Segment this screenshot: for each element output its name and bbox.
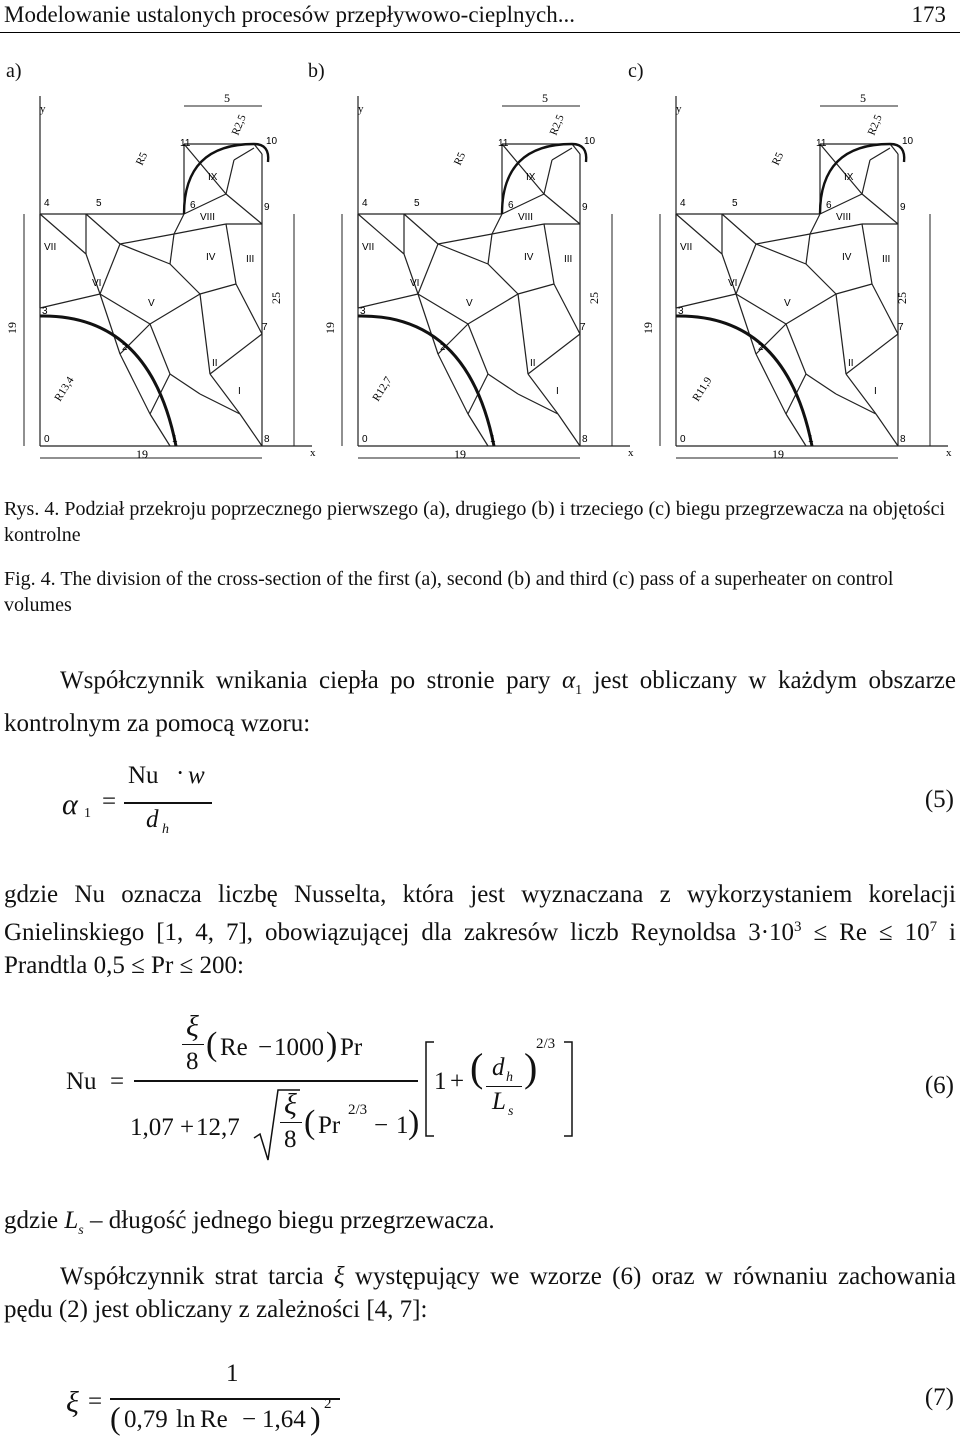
mesh-edge (120, 354, 150, 414)
zone-label: II (530, 358, 536, 369)
zone-label: VII (680, 242, 693, 253)
zone-label: II (848, 358, 854, 369)
dim-height: 25 (269, 292, 283, 304)
mesh-edge (174, 224, 226, 234)
mesh-edge (502, 144, 544, 194)
mesh-edge (846, 374, 876, 414)
zone-label: III (246, 254, 255, 265)
dim-left: 19 (323, 322, 337, 334)
mesh-edge (836, 394, 876, 414)
eq6-den-lparen: ( (304, 1104, 316, 1141)
cross-section-drawing-a (0, 84, 320, 464)
node-label: 2 (122, 342, 128, 353)
page-number: 173 (911, 2, 946, 27)
mesh-lines (24, 96, 312, 458)
eq6-lhs: Nu (66, 1068, 97, 1095)
mesh-edge (170, 374, 200, 394)
eq6-plus: + (180, 1114, 195, 1141)
dim-corner: R2,5 (865, 113, 885, 138)
eq6-den-pr: Pr (318, 1112, 341, 1139)
mesh-edge (438, 244, 488, 264)
paragraph-2 (4, 878, 956, 982)
eq6-den-minus: − (374, 1112, 389, 1139)
mesh-edge (468, 324, 488, 374)
eq6-L: L (492, 1088, 506, 1115)
dim-left: 19 (641, 322, 655, 334)
node-label: 7 (898, 322, 904, 333)
node-label: 6 (826, 200, 832, 211)
eq6-sqrt-bar (280, 1122, 302, 1123)
zone-label: V (466, 298, 473, 309)
axis-label-x: x (628, 447, 634, 459)
mesh-edge (676, 294, 736, 308)
zone-label: VIII (836, 212, 852, 223)
mesh-edge (554, 284, 580, 334)
mesh-edge (810, 214, 820, 234)
mesh-edge (544, 160, 552, 194)
zone-label: III (564, 254, 573, 265)
zone-label: IV (206, 252, 216, 263)
paragraph-4 (4, 1260, 956, 1326)
eq5-lhs: α (62, 788, 78, 821)
node-label: 3 (360, 306, 366, 317)
zone-label: IX (208, 172, 218, 183)
zone-label: I (556, 386, 559, 397)
mesh-edge (862, 160, 870, 194)
mesh-edge (786, 294, 836, 324)
cross-section-drawing-b (318, 84, 638, 464)
mesh-edge (836, 294, 846, 374)
eq7-number: (7) (924, 1384, 954, 1411)
zone-label: VII (44, 242, 57, 253)
node-label: 11 (180, 138, 191, 149)
mesh-edge (468, 294, 518, 324)
tube-wall-arc (358, 316, 494, 446)
eq6-127: 12,7 (196, 1114, 240, 1141)
mesh-edge (200, 294, 210, 374)
mesh-edge (806, 374, 836, 394)
p2-exp-2: 7 (929, 919, 938, 935)
mesh-edge (418, 294, 468, 324)
eq7-equals: = (88, 1388, 103, 1415)
eq6-rparen: ) (326, 1026, 338, 1063)
node-label: 5 (414, 198, 420, 209)
panel-label-a: a) (6, 60, 22, 82)
running-header-title: Modelowanie ustalonych procesów przepływowo-cieplnych... (4, 2, 576, 27)
eq6-1000: 1000 (274, 1034, 324, 1061)
dim-corner: R2,5 (547, 113, 567, 138)
eq7-exp: 2 (324, 1396, 332, 1412)
zone-label: IV (524, 252, 534, 263)
node-label: 7 (580, 322, 586, 333)
panel-label-b: b) (308, 60, 325, 82)
equation-6 (66, 1010, 606, 1170)
node-label: 4 (362, 198, 368, 209)
mesh-edge (736, 244, 756, 294)
mesh-edge (756, 234, 810, 244)
eq6-main-bar (134, 1080, 418, 1082)
mesh-edge (518, 294, 528, 374)
node-label: 10 (902, 136, 914, 147)
node-label: 9 (582, 202, 588, 213)
mesh-edge (438, 234, 492, 244)
mesh-edge (846, 334, 898, 374)
eq6-107: 1,07 (130, 1114, 174, 1141)
p3-text-b: – długość jednego biegu przegrzewacza. (83, 1207, 495, 1234)
zone-label: V (784, 298, 791, 309)
node-label: 3 (42, 306, 48, 317)
node-label: 11 (498, 138, 509, 149)
figure-panel-a (0, 84, 320, 464)
cross-section-drawing-c (636, 84, 956, 464)
node-label: 8 (264, 434, 270, 445)
mesh-edge (786, 324, 806, 374)
mesh-edge (756, 354, 786, 414)
zone-label: IX (526, 172, 536, 183)
p3-text-a: gdzie (4, 1207, 65, 1234)
mesh-edge (358, 294, 418, 308)
mesh-edge (120, 244, 170, 264)
eq6-h: h (506, 1070, 513, 1085)
node-label: 0 (680, 434, 686, 445)
p4-symbol: ξ (333, 1263, 345, 1290)
node-label: 7 (262, 322, 268, 333)
paragraph-3 (4, 1204, 956, 1247)
mesh-edge (468, 414, 488, 446)
figure-panel-b (318, 84, 638, 464)
zone-label: III (882, 254, 891, 265)
eq7-fraction-bar (110, 1398, 340, 1400)
dim-height: 25 (895, 292, 909, 304)
zone-label: VIII (200, 212, 216, 223)
mesh-edge (226, 194, 262, 224)
node-label: 1 (172, 434, 178, 445)
mesh-edge (810, 224, 862, 234)
mesh-edge (438, 354, 468, 414)
mesh-edge (150, 414, 170, 446)
mesh-edge (174, 214, 184, 234)
node-label: 9 (264, 202, 270, 213)
p2-exp-1: 3 (794, 919, 802, 935)
p4-text-b: występujący we wzorze (6) oraz w równaniu zachowania pędu (2) jest obliczany z zależności [4, 7]: (4, 1263, 956, 1323)
eq6-den-1: 1 (396, 1112, 409, 1139)
p1-symbol: α (562, 667, 576, 694)
radius-label: R12,7 (370, 374, 395, 404)
axis-label-y: y (358, 103, 364, 115)
dim-top: 5 (224, 91, 230, 105)
mesh-edge (528, 374, 558, 414)
eq7-lhs: ξ (66, 1386, 79, 1419)
node-label: 1 (808, 434, 814, 445)
zone-label: VI (410, 278, 420, 289)
node-label: 1 (490, 434, 496, 445)
dim-bottom: 19 (454, 447, 466, 461)
mesh-edge (492, 214, 502, 234)
axis-label-x: x (946, 447, 952, 459)
mesh-edge (150, 324, 170, 374)
equation-7: ξ = 1 ( 0,79 ln Re − 1,64 ) 2 (66, 1360, 366, 1440)
eq6-equals: = (110, 1068, 125, 1095)
mesh-edge (418, 244, 438, 294)
mesh-edge (226, 160, 234, 194)
mesh-edge (862, 194, 898, 224)
eq5-fraction-bar (124, 802, 212, 804)
mesh-edge (240, 414, 262, 446)
mesh-edge (100, 244, 120, 294)
mesh-edge (234, 148, 254, 160)
eq6-re: Re (220, 1034, 248, 1061)
caption-pl: Rys. 4. Podział przekroju poprzecznego pierwszego (a), drugiego (b) i trzeciego (c) biegu przegrzewacza na objętości kontrolne (4, 498, 946, 546)
eq6-minus: − (258, 1034, 273, 1061)
eq6-num-xi: ξ (186, 1010, 199, 1043)
eq7-079: 0,79 (124, 1406, 168, 1433)
mesh-edge (210, 374, 240, 414)
mesh-lines (660, 96, 948, 458)
mesh-edge (544, 224, 554, 284)
mesh-edge (756, 244, 806, 264)
mesh-edge (100, 294, 150, 324)
eq7-re: Re (200, 1406, 228, 1433)
eq6-frac-exp: 2/3 (536, 1036, 556, 1052)
p1-subscript: 1 (575, 683, 583, 698)
dim-bottom: 19 (772, 447, 784, 461)
eq5-den-sub: h (162, 822, 169, 837)
node-label: 5 (96, 198, 102, 209)
mesh-edge (528, 334, 580, 374)
eq6-d: d (492, 1054, 505, 1081)
mesh-edge (518, 284, 554, 294)
dim-height: 25 (587, 292, 601, 304)
figure-panel-c (636, 84, 956, 464)
mesh-edge (820, 144, 862, 194)
dim-bottom: 19 (136, 447, 148, 461)
eq5-num-nu: Nu (128, 762, 159, 789)
node-label: 10 (584, 136, 596, 147)
eq6-s: s (508, 1104, 514, 1119)
mesh-edge (150, 294, 200, 324)
eq5-dot: · (176, 760, 185, 787)
eq6-den-rparen: ) (408, 1104, 420, 1141)
mesh-edge (862, 224, 872, 284)
p3-symbol: L (64, 1207, 79, 1234)
node-label: 2 (440, 342, 446, 353)
radius-label: R11,9 (690, 375, 715, 404)
node-label: 4 (44, 198, 50, 209)
dim-top: 5 (542, 91, 548, 105)
p4-text-a: Współczynnik strat tarcia (60, 1263, 334, 1290)
node-label: 11 (816, 138, 827, 149)
eq7-ln: ln (176, 1406, 196, 1433)
dim-corner: R2,5 (229, 113, 249, 138)
eq6-pr: Pr (340, 1034, 363, 1061)
eq5-lhs-sub: 1 (84, 806, 91, 821)
node-label: 6 (508, 200, 514, 211)
eq6-xi8-bar (182, 1044, 204, 1045)
dim-corner-left: R5 (451, 150, 469, 168)
eq6-number: (6) (924, 1072, 954, 1099)
mesh-edge (120, 234, 174, 244)
zone-label: V (148, 298, 155, 309)
node-label: 10 (266, 136, 278, 147)
eq7-164: 1,64 (262, 1406, 306, 1433)
eq5-num-w: w (188, 762, 205, 789)
p3-subscript: s (78, 1223, 84, 1238)
eq6-den-exp: 2/3 (348, 1102, 368, 1118)
mesh-edge (518, 394, 558, 414)
eq5-equals: = (102, 788, 117, 815)
panel-label-c: c) (628, 60, 644, 82)
mesh-edge (786, 414, 806, 446)
radius-label: R13,4 (52, 374, 77, 404)
node-label: 4 (680, 198, 686, 209)
equation-5 (62, 762, 262, 852)
mesh-edge (872, 284, 898, 334)
zone-label: VI (92, 278, 102, 289)
node-label: 0 (362, 434, 368, 445)
dim-corner-left: R5 (133, 150, 151, 168)
mesh-edge (200, 284, 236, 294)
mesh-edge (100, 294, 120, 354)
p2-text-b: ≤ Re ≤ 10 (801, 919, 930, 946)
mesh-edge (184, 144, 226, 194)
mesh-edge (40, 294, 100, 308)
p1-text-a: Współczynnik wnikania ciepła po stronie pary (60, 667, 562, 694)
node-label: 5 (732, 198, 738, 209)
mesh-edge (170, 234, 174, 264)
mesh-edge (736, 294, 756, 354)
dim-top: 5 (860, 91, 866, 105)
mesh-edge (404, 214, 438, 244)
node-label: 8 (582, 434, 588, 445)
mesh-edge (488, 234, 492, 264)
dim-left: 19 (5, 322, 19, 334)
zone-label: II (212, 358, 218, 369)
p1-text-b: jest obliczany w każdym obszarze kontrolnym za pomocą wzoru: (4, 667, 956, 737)
p2-text-c: i Prandtla 0,5 ≤ Pr ≤ 200: (4, 919, 956, 979)
mesh-edge (806, 234, 810, 264)
eq6-one: 1 (434, 1068, 447, 1095)
zone-label: IV (842, 252, 852, 263)
mesh-edge (558, 414, 580, 446)
mesh-edge (226, 224, 236, 284)
node-label: 9 (900, 202, 906, 213)
axis-label-y: y (40, 103, 46, 115)
node-label: 2 (758, 342, 764, 353)
paragraph-1 (4, 664, 956, 740)
node-label: 6 (190, 200, 196, 211)
axis-label-y: y (676, 103, 682, 115)
mesh-edge (86, 214, 120, 244)
zone-label: VII (362, 242, 375, 253)
mesh-edge (836, 284, 872, 294)
zone-label: VIII (518, 212, 534, 223)
zone-label: I (238, 386, 241, 397)
tube-wall-arc (40, 316, 176, 446)
eq6-frac-lparen: ( (470, 1045, 484, 1090)
mesh-edge (488, 374, 518, 394)
mesh-edge (544, 194, 580, 224)
eq7-num: 1 (226, 1360, 239, 1387)
tube-wall-arc (676, 316, 812, 446)
eq6-plus-2: + (450, 1068, 465, 1095)
caption-en: Fig. 4. The division of the cross-section of the first (a), second (b) and third (c) pass of a superheater on control volumes (4, 568, 894, 616)
mesh-edge (170, 264, 200, 294)
zone-label: VI (728, 278, 738, 289)
mesh-edge (492, 224, 544, 234)
node-label: 3 (678, 306, 684, 317)
eq5-number: (5) (924, 786, 954, 813)
mesh-edge (210, 334, 262, 374)
mesh-edge (418, 294, 438, 354)
mesh-edge (488, 264, 518, 294)
eq6-frac-rparen: ) (524, 1045, 538, 1090)
eq6-den-xi: ξ (284, 1088, 297, 1121)
p2-text-a: gdzie Nu oznacza liczbę Nusselta, która jest wyznaczana z wykorzystaniem korelacji Gnielinskiego [1, 4, 7], obowiązującej dla zakresów liczb Reynoldsa 3·10 (4, 881, 956, 946)
zone-label: IX (844, 172, 854, 183)
axis-label-x: x (310, 447, 316, 459)
mesh-edge (870, 148, 890, 160)
mesh-edge (552, 148, 572, 160)
node-label: 0 (44, 434, 50, 445)
mesh-edge (736, 294, 786, 324)
eq6-den-8: 8 (284, 1126, 297, 1153)
mesh-edge (200, 394, 240, 414)
dim-corner-left: R5 (769, 150, 787, 168)
mesh-edge (236, 284, 262, 334)
eq6-lparen: ( (206, 1026, 218, 1063)
eq6-num-8: 8 (186, 1048, 199, 1075)
mesh-lines (342, 96, 630, 458)
running-header (4, 2, 954, 32)
node-label: 8 (900, 434, 906, 445)
eq7-minus: − (242, 1406, 257, 1433)
zone-label: I (874, 386, 877, 397)
header-rule (0, 32, 960, 33)
mesh-edge (722, 214, 756, 244)
mesh-edge (806, 264, 836, 294)
mesh-edge (876, 414, 898, 446)
eq5-den-d: d (146, 806, 159, 833)
